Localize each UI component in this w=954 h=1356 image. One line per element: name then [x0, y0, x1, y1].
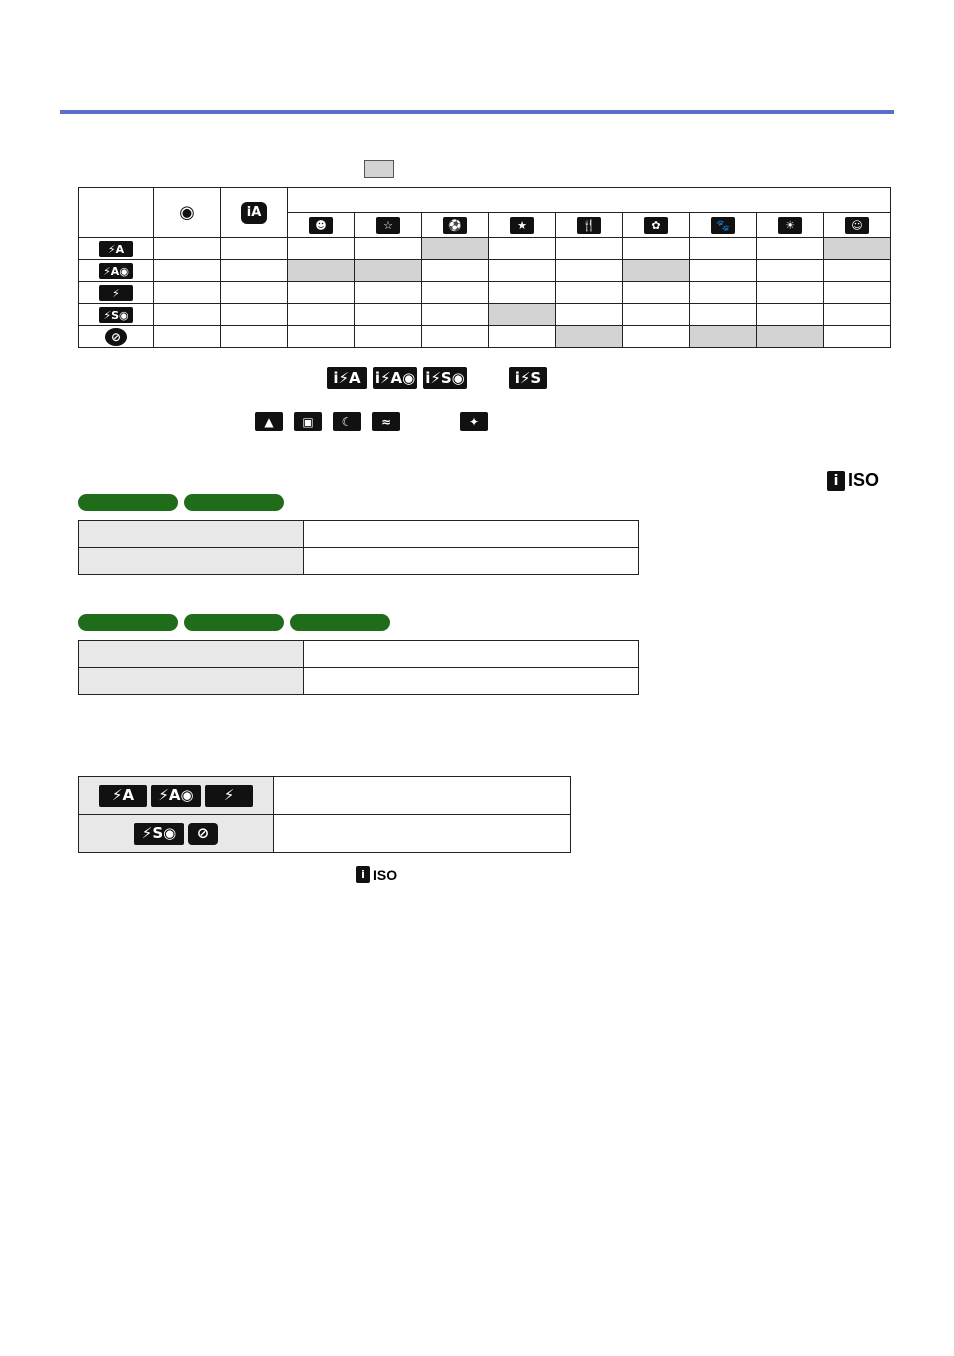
table-cell: [288, 282, 355, 304]
corner-cell: [79, 188, 154, 238]
info-iso-badge: i ISO: [827, 470, 879, 491]
mode-pill: [290, 614, 390, 631]
table-cell: [422, 304, 489, 326]
grey-cell: [489, 304, 556, 326]
flash-range-table: [78, 776, 571, 853]
table-cell: [556, 304, 623, 326]
mode-pill: [78, 614, 178, 631]
table-cell: [757, 260, 824, 282]
table-cell: [154, 326, 221, 348]
starry-sky-icon: ✦: [460, 412, 488, 431]
scenery-icon: ▲: [255, 412, 283, 431]
row-header: [79, 238, 154, 260]
mode-pill: [78, 494, 178, 511]
table-cell: [154, 304, 221, 326]
header-scene-group: [288, 188, 891, 213]
grey-cell: [757, 326, 824, 348]
note-row-1: [327, 367, 547, 389]
flash-forced-on-icon: ⚡: [99, 285, 133, 301]
table-cell: [221, 260, 288, 282]
baby-icon: ✿: [644, 217, 668, 234]
table-cell: [556, 260, 623, 282]
table-cell: [757, 282, 824, 304]
night-portrait-icon: ☆: [376, 217, 400, 234]
pill-group-2: [78, 614, 390, 631]
table-cell: [623, 326, 690, 348]
table-row: [79, 260, 891, 282]
table-cell: [355, 238, 422, 260]
table-row: [79, 326, 891, 348]
table-cell: [154, 238, 221, 260]
mode-pill: [184, 614, 284, 631]
table-cell: [824, 260, 891, 282]
header-ia: [221, 188, 288, 238]
table-cell: [154, 282, 221, 304]
note-row-2: [255, 412, 488, 431]
table-row: [79, 238, 891, 260]
info-icon: i: [827, 471, 845, 491]
panorama-icon: ▣: [294, 412, 322, 431]
flash-mode-table: [78, 187, 891, 348]
table-cell: [623, 238, 690, 260]
sub-table-1: [78, 520, 639, 575]
grey-cell: [355, 260, 422, 282]
table-row: [79, 282, 891, 304]
grey-cell: [824, 238, 891, 260]
table-cell: [757, 238, 824, 260]
grey-cell: [556, 326, 623, 348]
top-rule: [60, 110, 894, 114]
i-flash-slow-redeye-icon: i⚡S◉: [423, 367, 467, 389]
grey-cell: [623, 260, 690, 282]
night-scenery-icon: ☾: [333, 412, 361, 431]
mode-pill: [184, 494, 284, 511]
flash-forced-on-icon: ⚡: [205, 785, 253, 807]
pill-group-1: [78, 494, 284, 511]
flash-slow-redeye-icon: ⚡S◉: [99, 307, 133, 323]
i-flash-auto-icon: i⚡A: [327, 367, 367, 389]
table-cell: [355, 304, 422, 326]
row-header: [79, 304, 154, 326]
table-cell: [690, 238, 757, 260]
row-header: [79, 282, 154, 304]
table-cell: [355, 282, 422, 304]
flash-auto-icon: ⚡A: [99, 241, 133, 257]
table-cell: [221, 238, 288, 260]
i-flash-auto-redeye-icon: i⚡A◉: [373, 367, 417, 389]
table-cell: [221, 304, 288, 326]
row-header: [79, 326, 154, 348]
sports-icon: ⚽: [443, 217, 467, 234]
table-cell: [824, 326, 891, 348]
flash-auto-redeye-icon: ⚡A◉: [151, 785, 201, 807]
grey-cell: [690, 326, 757, 348]
table-row: [79, 304, 891, 326]
sub-table-2: [78, 640, 639, 695]
table-cell: [623, 304, 690, 326]
ia-icon: iA: [241, 202, 267, 224]
flash-off-icon: ⊘: [188, 823, 218, 845]
table-cell: [690, 282, 757, 304]
table-cell: [489, 260, 556, 282]
table-cell: [623, 282, 690, 304]
grey-cell: [422, 238, 489, 260]
food-icon: 🍴: [577, 217, 601, 234]
camera-icon: ◉: [179, 201, 195, 223]
portrait-icon: ☻: [309, 217, 333, 234]
sunset-icon: ☀: [778, 217, 802, 234]
table-cell: [489, 326, 556, 348]
info-icon: i: [356, 866, 370, 883]
table-cell: [824, 304, 891, 326]
underwater-icon: ≈: [372, 412, 400, 431]
table-cell: [757, 304, 824, 326]
table-cell: [221, 282, 288, 304]
table-cell: [489, 238, 556, 260]
flash-off-icon: ⊘: [105, 328, 127, 346]
table-cell: [556, 238, 623, 260]
header-camera: [154, 188, 221, 238]
flash-auto-icon: ⚡A: [99, 785, 147, 807]
table-cell: [154, 260, 221, 282]
flash-slow-redeye-icon: ⚡S◉: [134, 823, 184, 845]
table-cell: [422, 326, 489, 348]
table-cell: [690, 260, 757, 282]
grey-cell: [288, 260, 355, 282]
grey-legend-swatch: [364, 160, 394, 178]
footer-info-iso-badge: i ISO: [356, 866, 397, 883]
row-header: [79, 260, 154, 282]
table-cell: [422, 260, 489, 282]
table-cell: [355, 326, 422, 348]
table-cell: [556, 282, 623, 304]
flash-auto-redeye-icon: ⚡A◉: [99, 263, 133, 279]
table-cell: [824, 282, 891, 304]
table-cell: [422, 282, 489, 304]
party-icon: ★: [510, 217, 534, 234]
table-cell: [489, 282, 556, 304]
table-cell: [288, 326, 355, 348]
self-portrait-icon: ☺: [845, 217, 869, 234]
i-flash-slow-icon: i⚡S: [509, 367, 547, 389]
pet-icon: 🐾: [711, 217, 735, 234]
table-cell: [690, 304, 757, 326]
table-cell: [288, 238, 355, 260]
table-cell: [221, 326, 288, 348]
table-cell: [288, 304, 355, 326]
